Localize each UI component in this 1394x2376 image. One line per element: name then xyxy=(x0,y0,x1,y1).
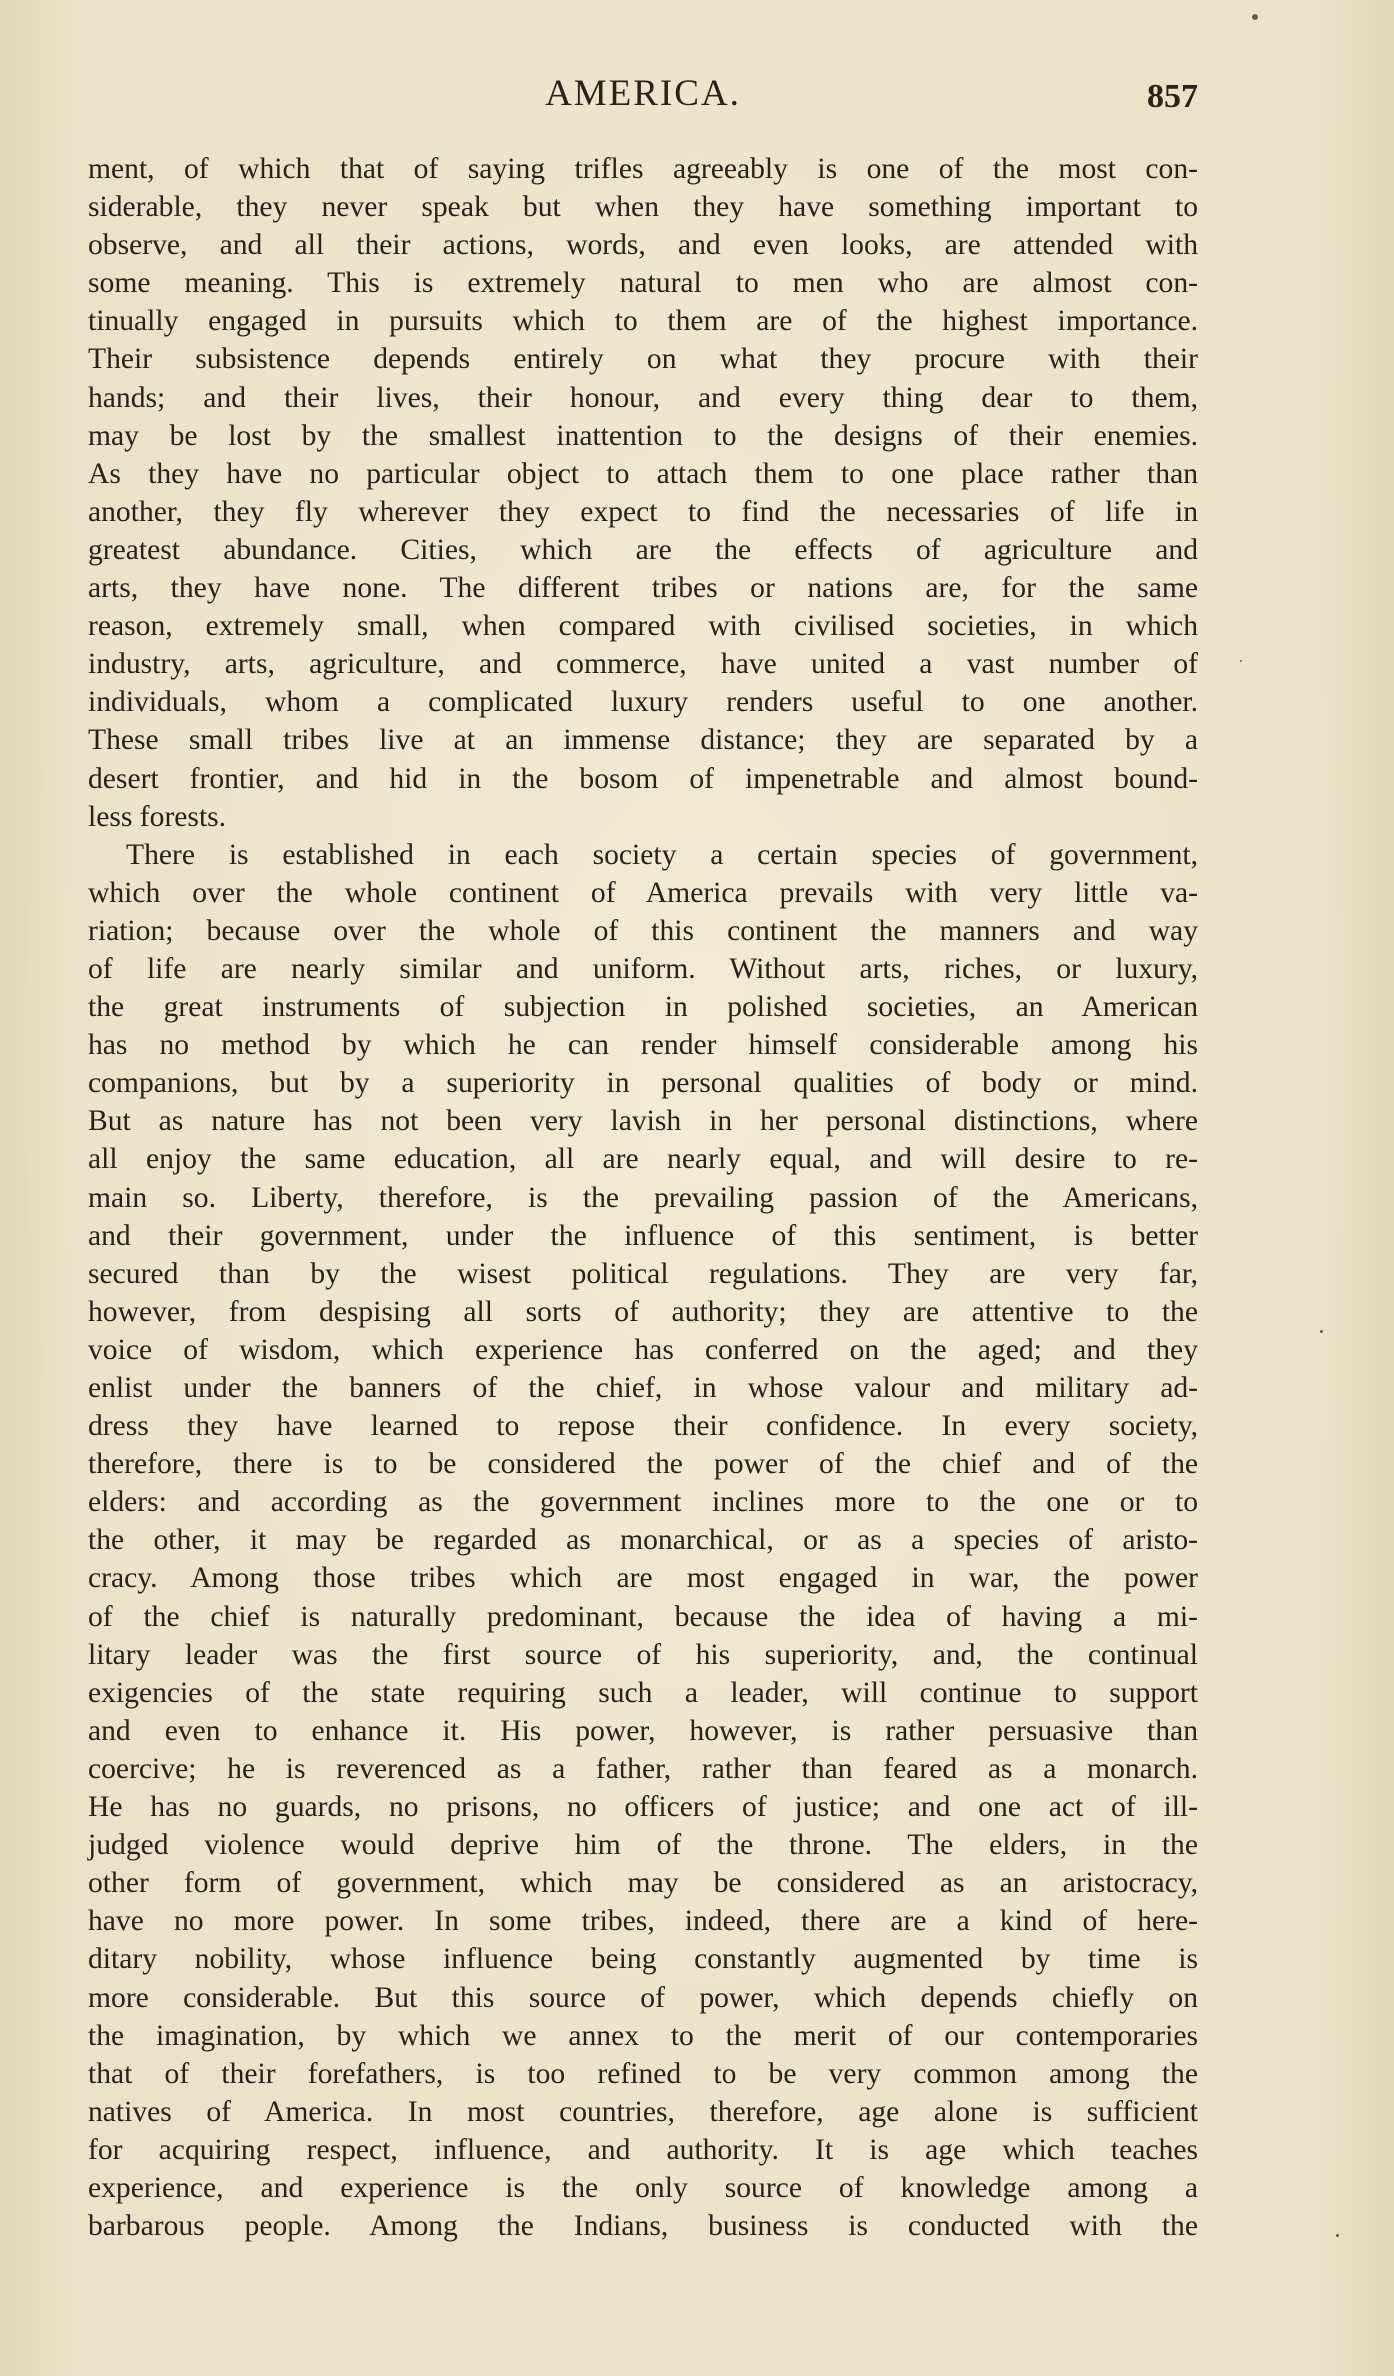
text-line: enlist under the banners of the chief, in whose valour and military ad- xyxy=(88,1372,1198,1404)
text-line: other form of government, which may be considered as an aristocracy, xyxy=(88,1867,1198,1900)
paper-speck xyxy=(1240,660,1242,662)
paper-speck xyxy=(1252,14,1258,20)
text-line: Their subsistence depends entirely on what they procure with their xyxy=(88,343,1198,376)
text-line: These small tribes live at an immense distance; they are separated by a xyxy=(88,724,1198,757)
text-line: desert frontier, and hid in the bosom of impenetrable and almost bound- xyxy=(88,762,1198,795)
text-line: experience, and experience is the only source of knowledge among a xyxy=(88,2171,1198,2204)
text-line: and even to enhance it. His power, however, is rather persuasive than xyxy=(88,1714,1198,1747)
text-line: have no more power. In some tribes, indeed, there are a kind of here- xyxy=(88,1905,1198,1938)
text-line: companions, but by a superiority in personal qualities of body or mind. xyxy=(88,1067,1198,1100)
text-line: ment, of which that of saying trifles agreeably is one of the most con- xyxy=(88,153,1198,185)
text-line: riation; because over the whole of this continent the manners and way xyxy=(88,914,1198,947)
text-line: As they have no particular object to attach them to one place rather than xyxy=(88,457,1198,490)
text-line: industry, arts, agriculture, and commerce, have united a vast number of xyxy=(88,648,1198,681)
paragraph-start-line: There is established in each society a certain species of government, xyxy=(126,838,1198,871)
text-line: elders: and according as the government inclines more to the one or to xyxy=(88,1486,1198,1519)
text-line: exigencies of the state requiring such a leader, will continue to support xyxy=(88,1676,1198,1709)
text-line: dress they have learned to repose their confidence. In every society, xyxy=(88,1410,1198,1443)
text-line: however, from despising all sorts of authority; they are attentive to the xyxy=(88,1295,1198,1328)
text-line: some meaning. This is extremely natural to men who are almost con- xyxy=(88,267,1198,300)
text-line: for acquiring respect, influence, and authority. It is age which teaches xyxy=(88,2133,1198,2166)
page-number: 857 xyxy=(1147,78,1198,115)
paper-speck xyxy=(1320,1330,1323,1333)
text-line: more considerable. But this source of power, which depends chiefly on xyxy=(88,1981,1198,2014)
text-line: and their government, under the influence of this sentiment, is better xyxy=(88,1219,1198,1252)
text-line: barbarous people. Among the Indians, business is conducted with the xyxy=(88,2210,1198,2243)
text-line: the other, it may be regarded as monarchical, or as a species of aristo- xyxy=(88,1524,1198,1557)
text-line: arts, they have none. The different tribes or nations are, for the same xyxy=(88,572,1198,605)
text-line: hands; and their lives, their honour, and every thing dear to them, xyxy=(88,381,1198,414)
page-header xyxy=(88,68,1198,124)
text-line: tinually engaged in pursuits which to them are of the highest importance. xyxy=(88,305,1198,338)
running-title: AMERICA. xyxy=(545,73,741,114)
text-line: has no method by which he can render himself considerable among his xyxy=(88,1029,1198,1062)
text-line: of life are nearly similar and uniform. Without arts, riches, or luxury, xyxy=(88,952,1198,985)
text-line: all enjoy the same education, all are nearly equal, and will desire to re- xyxy=(88,1143,1198,1176)
text-line: the imagination, by which we annex to the merit of our contemporaries xyxy=(88,2019,1198,2052)
text-line: natives of America. In most countries, therefore, age alone is sufficient xyxy=(88,2095,1198,2128)
text-line: judged violence would deprive him of the throne. The elders, in the xyxy=(88,1829,1198,1862)
text-line: may be lost by the smallest inattention to the designs of their enemies. xyxy=(88,419,1198,452)
text-line: individuals, whom a complicated luxury renders useful to one another. xyxy=(88,686,1198,719)
text-line: coercive; he is reverenced as a father, rather than feared as a monarch. xyxy=(88,1752,1198,1785)
text-line: which over the whole continent of America prevails with very little va- xyxy=(88,876,1198,909)
text-line: greatest abundance. Cities, which are the effects of agriculture and xyxy=(88,533,1198,566)
text-line: ditary nobility, whose influence being constantly augmented by time is xyxy=(88,1943,1198,1976)
text-line: cracy. Among those tribes which are most engaged in war, the power xyxy=(88,1562,1198,1595)
text-line: But as nature has not been very lavish in her personal distinctions, where xyxy=(88,1105,1198,1138)
text-line: siderable, they never speak but when they have something important to xyxy=(88,191,1198,224)
body-text xyxy=(88,150,1198,2245)
text-line: another, they fly wherever they expect to find the necessaries of life in xyxy=(88,495,1198,528)
text-line: secured than by the wisest political regulations. They are very far, xyxy=(88,1257,1198,1290)
text-line: reason, extremely small, when compared with civilised societies, in which xyxy=(88,610,1198,643)
text-line: litary leader was the first source of his superiority, and, the continual xyxy=(88,1638,1198,1671)
text-line: that of their forefathers, is too refined to be very common among the xyxy=(88,2057,1198,2090)
text-line: of the chief is naturally predominant, because the idea of having a mi- xyxy=(88,1600,1198,1633)
text-line: therefore, there is to be considered the power of the chief and of the xyxy=(88,1448,1198,1481)
text-line: main so. Liberty, therefore, is the prevailing passion of the Americans, xyxy=(88,1181,1198,1214)
paper-speck xyxy=(1336,2234,1339,2237)
text-line: observe, and all their actions, words, and even looks, are attended with xyxy=(88,229,1198,262)
text-line: the great instruments of subjection in polished societies, an American xyxy=(88,991,1198,1024)
text-line: voice of wisdom, which experience has conferred on the aged; and they xyxy=(88,1333,1198,1366)
text-line: He has no guards, no prisons, no officers of justice; and one act of ill- xyxy=(88,1791,1198,1824)
paragraph-end-line: less forests. xyxy=(88,800,227,833)
